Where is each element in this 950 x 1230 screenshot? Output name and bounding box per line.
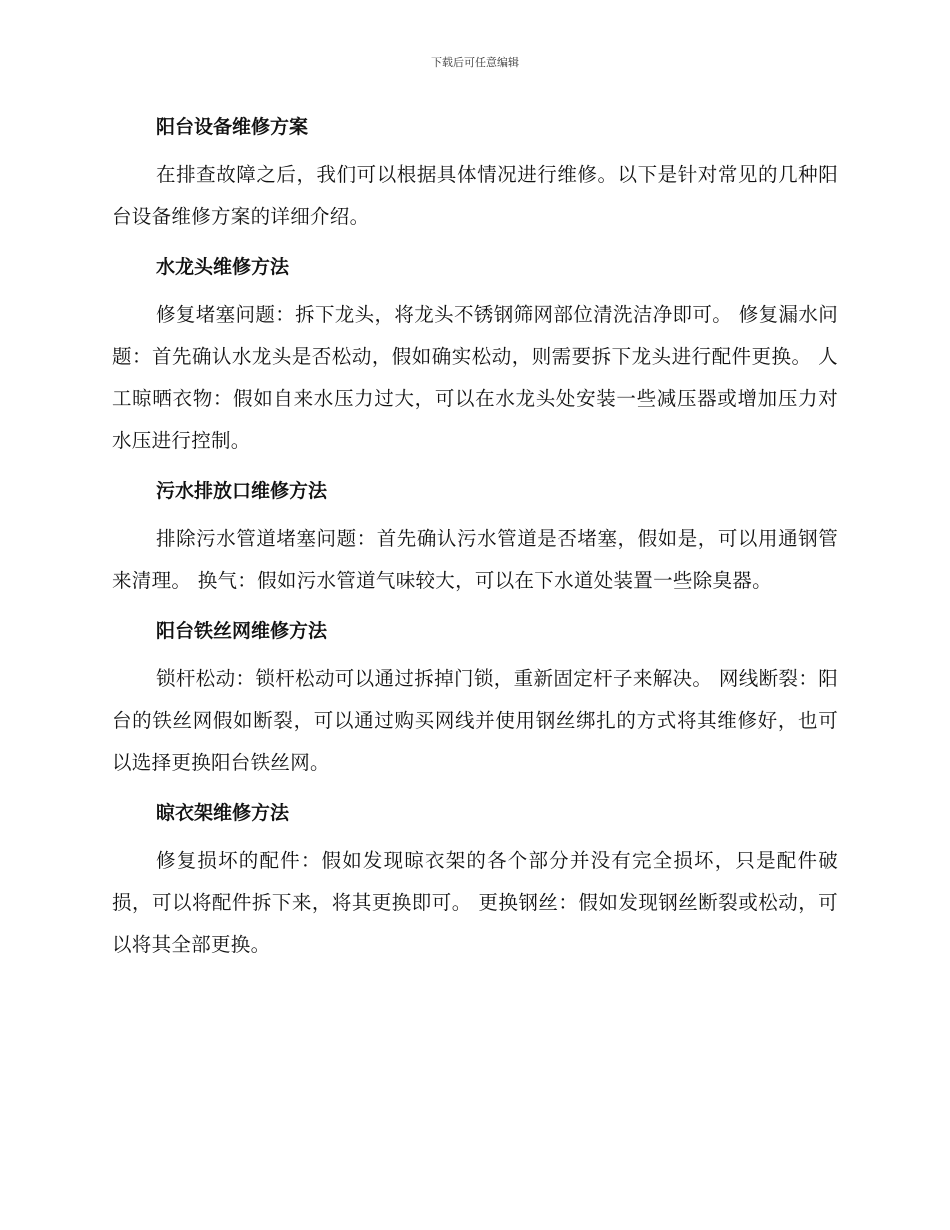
section-paragraph-clothes-rack: 修复损坏的配件：假如发现晾衣架的各个部分并没有完全损坏，只是配件破损，可以将配件拆下来，将其更换即可。 更换钢丝：假如发现钢丝断裂或松动，可以将其全部更换。 [112, 849, 838, 956]
section-paragraph-wire-mesh: 锁杆松动：锁杆松动可以通过拆掉门锁，重新固定杆子来解决。 网线断裂：阳台的铁丝网假如断裂，可以通过购买网线并使用钢丝绑扎的方式将其维修好，也可以选择更换阳台铁丝网。 [112, 667, 838, 774]
section-title-drain-repair: 污水排放口维修方法 [156, 480, 328, 502]
section-title-wire-mesh-repair: 阳台铁丝网维修方法 [156, 620, 328, 642]
section-paragraph-intro: 在排查故障之后，我们可以根据具体情况进行维修。以下是针对常见的几种阳台设备维修方案的详细介绍。 [112, 163, 838, 228]
document-body [112, 108, 838, 976]
page-header: 下载后可任意编辑 [431, 56, 519, 69]
section-title-balcony-repair-plan: 阳台设备维修方案 [156, 116, 309, 138]
section-title-faucet-repair: 水龙头维修方法 [156, 256, 290, 278]
section-paragraph-faucet: 修复堵塞问题：拆下龙头，将龙头不锈钢筛网部位清洗洁净即可。 修复漏水问题：首先确认水龙头是否松动，假如确实松动，则需要拆下龙头进行配件更换。 人工晾晒衣物：假如自来水压力过大，可以在水龙头处安装一些减压器或增加压力对水压进行控制。 [112, 303, 838, 452]
section-paragraph-drain: 排除污水管道堵塞问题：首先确认污水管道是否堵塞，假如是，可以用通钢管来清理。 换气：假如污水管道气味较大，可以在下水道处装置一些除臭器。 [112, 527, 838, 592]
section-title-clothes-rack-repair: 晾衣架维修方法 [156, 802, 290, 824]
